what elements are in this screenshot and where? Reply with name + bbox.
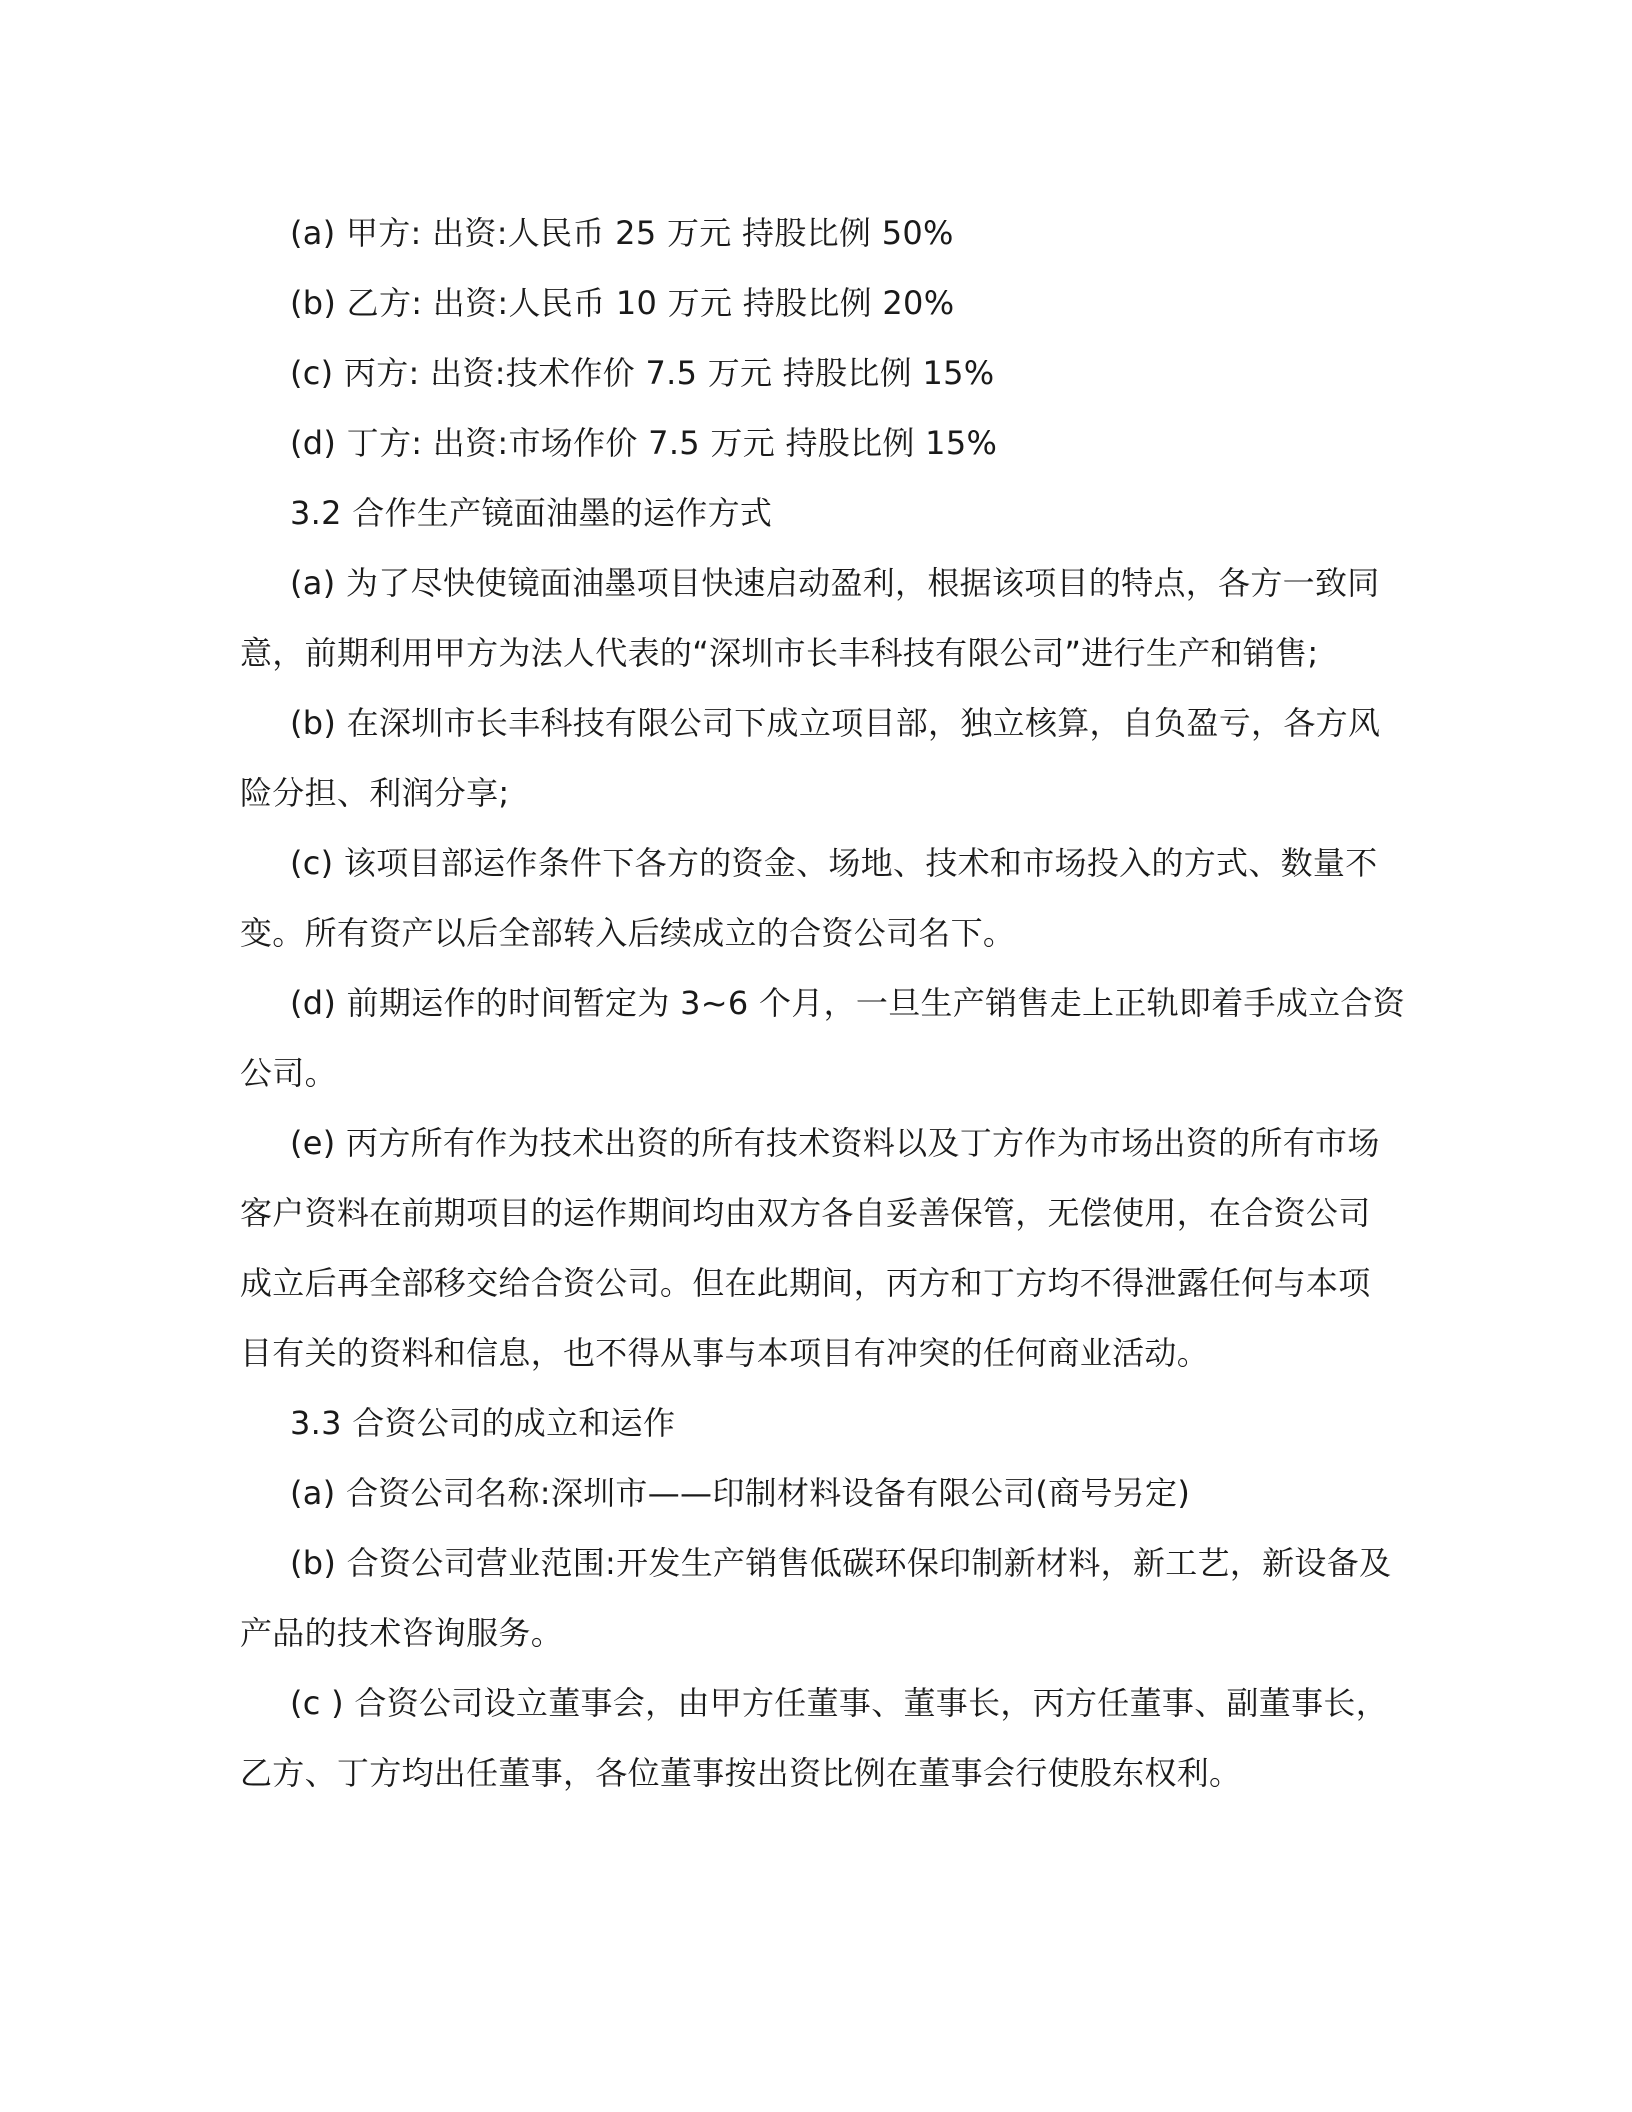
paragraph-3-2-c-line-1: (c) 该项目部运作条件下各方的资金、场地、技术和市场投入的方式、数量不 [290, 844, 1378, 882]
contribution-list [240, 198, 1406, 1808]
paragraph-3-2-b-line-2: 险分担、利润分享; [240, 774, 510, 812]
section-heading-3-3: 3.3 合资公司的成立和运作 [290, 1404, 676, 1442]
paragraph-3-2-e-line-3: 成立后再全部移交给合资公司。但在此期间，丙方和丁方均不得泄露任何与本项 [240, 1264, 1371, 1302]
contribution-line-a: (a) 甲方: 出资:人民币 25 万元 持股比例 50% [290, 214, 954, 252]
paragraph-3-3-b-line-1: (b) 合资公司营业范围:开发生产销售低碳环保印制新材料，新工艺，新设备及 [290, 1544, 1392, 1582]
contribution-line-b: (b) 乙方: 出资:人民币 10 万元 持股比例 20% [290, 284, 955, 322]
section-heading-3-2: 3.2 合作生产镜面油墨的运作方式 [290, 494, 773, 532]
paragraph-3-2-d-line-2: 公司。 [240, 1054, 337, 1092]
paragraph-3-3-b-line-2: 产品的技术咨询服务。 [240, 1614, 564, 1652]
paragraph-3-2-e-line-2: 客户资料在前期项目的运作期间均由双方各自妥善保管，无偿使用，在合资公司 [240, 1194, 1371, 1232]
contribution-line-c: (c) 丙方: 出资:技术作价 7.5 万元 持股比例 15% [290, 354, 995, 392]
paragraph-3-2-d-line-1: (d) 前期运作的时间暂定为 3~6 个月，一旦生产销售走上正轨即着手成立合资 [290, 984, 1406, 1022]
paragraph-3-2-a-line-2: 意，前期利用甲方为法人代表的“深圳市长丰科技有限公司”进行生产和销售; [240, 634, 1319, 672]
paragraph-3-3-c-line-2: 乙方、丁方均出任董事，各位董事按出资比例在董事会行使股东权利。 [240, 1754, 1242, 1792]
contribution-line-d: (d) 丁方: 出资:市场作价 7.5 万元 持股比例 15% [290, 424, 998, 462]
paragraph-3-3-a: (a) 合资公司名称:深圳市——印制材料设备有限公司(商号另定) [290, 1474, 1191, 1512]
paragraph-3-2-e-line-4: 目有关的资料和信息，也不得从事与本项目有冲突的任何商业活动。 [240, 1334, 1210, 1372]
paragraph-3-2-c-line-2: 变。所有资产以后全部转入后续成立的合资公司名下。 [240, 914, 1016, 952]
paragraph-3-2-e-line-1: (e) 丙方所有作为技术出资的所有技术资料以及丁方作为市场出资的所有市场 [290, 1124, 1380, 1162]
paragraph-3-2-b-line-1: (b) 在深圳市长丰科技有限公司下成立项目部，独立核算，自负盈亏，各方风 [290, 704, 1381, 742]
document-body [240, 198, 1406, 1808]
paragraph-3-2-a-line-1: (a) 为了尽快使镜面油墨项目快速启动盈利，根据该项目的特点，各方一致同 [290, 564, 1380, 602]
paragraph-3-3-c-line-1: (c ) 合资公司设立董事会，由甲方任董事、董事长，丙方任董事、副董事长， [290, 1684, 1389, 1722]
